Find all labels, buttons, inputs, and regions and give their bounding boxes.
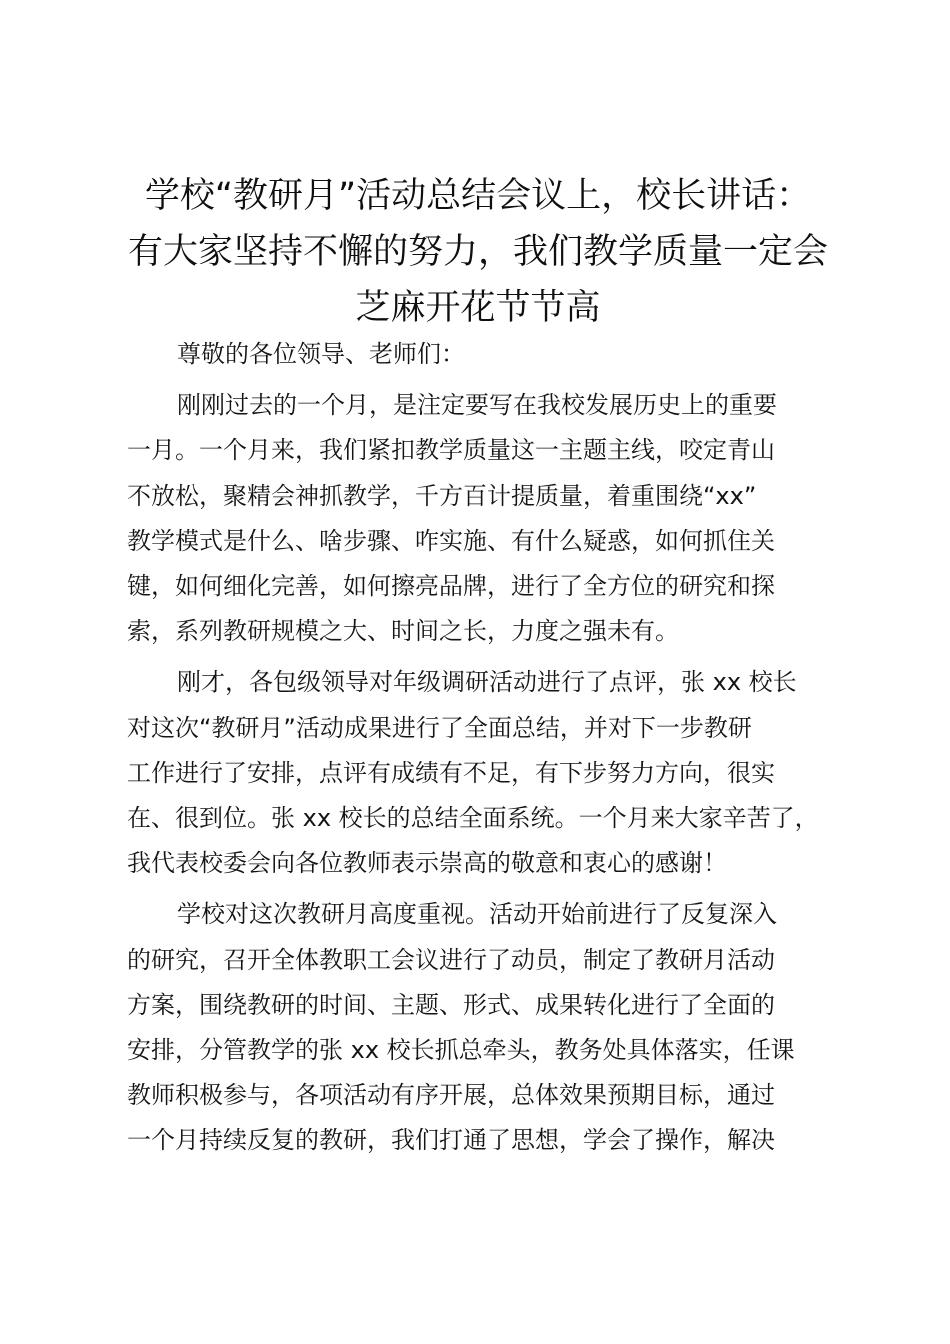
- text-line: 刚才，各包级领导对年级调研活动进行了点评，张 xx 校长: [177, 668, 797, 697]
- document-body: [127, 332, 839, 1170]
- text-line: 键，如何细化完善，如何擦亮品牌，进行了全方位的研究和探: [127, 572, 775, 601]
- text-line: 教学模式是什么、啥步骤、咋实施、有什么疑惑，如何抓住关: [127, 526, 775, 555]
- body-paragraph: [127, 892, 839, 1163]
- text-line: 一个月持续反复的教研，我们打通了思想，学会了操作，解决: [127, 1126, 775, 1155]
- text-line: 我代表校委会向各位教师表示崇高的敬意和衷心的感谢！: [127, 849, 727, 878]
- body-paragraph: [127, 383, 839, 654]
- text-line: 工作进行了安排，点评有成绩有不足，有下步努力方向，很实: [127, 758, 775, 787]
- text-line: 不放松，聚精会神抓教学，千方百计提质量，着重围绕“xx”: [127, 481, 757, 510]
- text-line: 方案，围绕教研的时间、主题、形式、成果转化进行了全面的: [127, 990, 775, 1019]
- salutation-paragraph: [127, 332, 839, 377]
- title-line: 有大家坚持不懈的努力，我们教学质量一定会: [127, 232, 828, 272]
- text-line: 在、很到位。张 xx 校长的总结全面系统。一个月来大家辛苦了，: [127, 804, 819, 833]
- text-line: 教师积极参与，各项活动有序开展，总体效果预期目标，通过: [127, 1081, 775, 1110]
- text-line: 学校对这次教研月高度重视。活动开始前进行了反复深入: [177, 900, 777, 929]
- title-line: 芝麻开花节节高: [355, 288, 601, 328]
- text-line: 对这次“教研月”活动成果进行了全面总结，并对下一步教研: [127, 713, 752, 742]
- title-line: 学校“教研月”活动总结会议上，校长讲话：: [144, 176, 812, 216]
- body-paragraph: [127, 660, 839, 886]
- text-line: 刚刚过去的一个月，是注定要写在我校发展历史上的重要: [177, 391, 777, 420]
- document-title: [118, 168, 838, 336]
- text-line: 索，系列教研规模之大、时间之长，力度之强未有。: [127, 617, 679, 646]
- text-line: 的研究，召开全体教职工会议进行了动员，制定了教研月活动: [127, 945, 775, 974]
- text-line: 尊敬的各位领导、老师们：: [177, 340, 465, 368]
- text-line: 一月。一个月来，我们紧扣教学质量这一主题主线，咬定青山: [127, 436, 775, 465]
- text-line: 安排，分管教学的张 xx 校长抓总牵头，教务处具体落实，任课: [127, 1036, 795, 1065]
